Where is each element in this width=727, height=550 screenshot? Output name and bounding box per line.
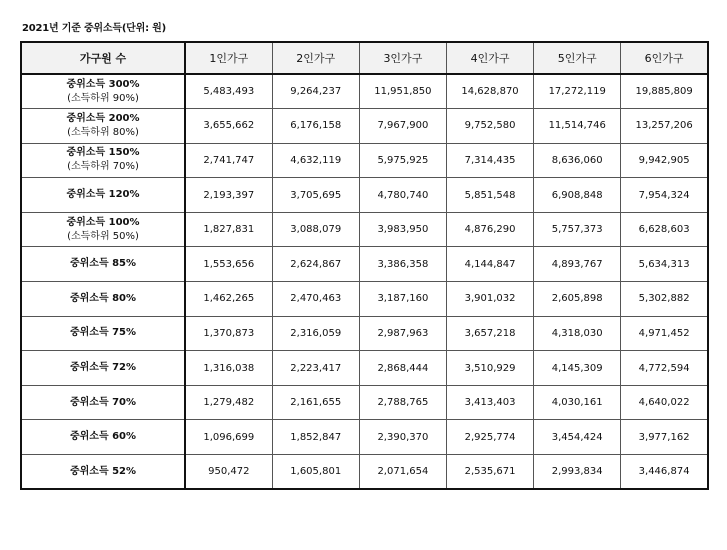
income-value-cell: 3,413,403 bbox=[446, 385, 533, 420]
income-value-cell: 4,772,594 bbox=[621, 351, 708, 386]
income-value-cell: 13,257,206 bbox=[621, 109, 708, 144]
table-row bbox=[21, 385, 708, 420]
income-value-cell: 4,145,309 bbox=[534, 351, 621, 386]
income-value-cell: 2,993,834 bbox=[534, 455, 621, 490]
table-body bbox=[21, 74, 708, 489]
table-row bbox=[21, 282, 708, 317]
income-value-cell: 1,462,265 bbox=[185, 282, 272, 317]
row-label bbox=[21, 385, 185, 420]
income-value-cell: 4,893,767 bbox=[534, 247, 621, 282]
row-label-sub: (소득하위 80%) bbox=[67, 126, 139, 138]
income-value-cell: 19,885,809 bbox=[621, 74, 708, 109]
income-value-cell: 7,954,324 bbox=[621, 178, 708, 213]
income-value-cell: 5,483,493 bbox=[185, 74, 272, 109]
corner-header: 가구원 수 bbox=[21, 42, 185, 74]
median-income-table bbox=[20, 41, 709, 490]
table-caption: 2021년 기준 중위소득(단위: 원) bbox=[22, 23, 167, 34]
income-value-cell: 3,983,950 bbox=[359, 212, 446, 247]
row-label-main: 중위소득 100% bbox=[66, 216, 140, 228]
income-value-cell: 2,390,370 bbox=[359, 420, 446, 455]
income-value-cell: 2,316,059 bbox=[272, 316, 359, 351]
income-value-cell: 3,088,079 bbox=[272, 212, 359, 247]
income-value-cell: 4,780,740 bbox=[359, 178, 446, 213]
income-value-cell: 2,788,765 bbox=[359, 385, 446, 420]
column-header: 4인가구 bbox=[446, 42, 533, 74]
income-value-cell: 3,446,874 bbox=[621, 455, 708, 490]
income-value-cell: 2,223,417 bbox=[272, 351, 359, 386]
column-header: 6인가구 bbox=[621, 42, 708, 74]
table-row bbox=[21, 351, 708, 386]
row-label-main: 중위소득 80% bbox=[69, 292, 137, 304]
income-value-cell: 2,161,655 bbox=[272, 385, 359, 420]
income-value-cell: 2,193,397 bbox=[185, 178, 272, 213]
income-value-cell: 4,876,290 bbox=[446, 212, 533, 247]
row-label bbox=[21, 178, 185, 213]
column-header: 2인가구 bbox=[272, 42, 359, 74]
row-label-main: 중위소득 52% bbox=[69, 465, 137, 477]
income-value-cell: 17,272,119 bbox=[534, 74, 621, 109]
table-row bbox=[21, 455, 708, 490]
income-value-cell: 5,975,925 bbox=[359, 143, 446, 178]
income-value-cell: 6,176,158 bbox=[272, 109, 359, 144]
row-label-main: 중위소득 120% bbox=[66, 189, 140, 201]
income-value-cell: 2,741,747 bbox=[185, 143, 272, 178]
income-value-cell: 3,187,160 bbox=[359, 282, 446, 317]
income-value-cell: 9,264,237 bbox=[272, 74, 359, 109]
table-row bbox=[21, 178, 708, 213]
table-row bbox=[21, 109, 708, 144]
income-value-cell: 7,967,900 bbox=[359, 109, 446, 144]
row-label bbox=[21, 143, 185, 178]
income-value-cell: 1,316,038 bbox=[185, 351, 272, 386]
table-row bbox=[21, 316, 708, 351]
row-label-main: 중위소득 85% bbox=[69, 258, 137, 270]
income-value-cell: 4,318,030 bbox=[534, 316, 621, 351]
row-label bbox=[21, 420, 185, 455]
row-label bbox=[21, 351, 185, 386]
income-value-cell: 6,908,848 bbox=[534, 178, 621, 213]
income-value-cell: 3,657,218 bbox=[446, 316, 533, 351]
row-label-sub: (소득하위 90%) bbox=[67, 92, 139, 104]
income-value-cell: 2,868,444 bbox=[359, 351, 446, 386]
row-label-sub: (소득하위 70%) bbox=[67, 161, 139, 173]
row-label-main: 중위소득 75% bbox=[69, 327, 137, 339]
income-value-cell: 4,640,022 bbox=[621, 385, 708, 420]
income-value-cell: 5,634,313 bbox=[621, 247, 708, 282]
income-value-cell: 2,470,463 bbox=[272, 282, 359, 317]
income-value-cell: 3,510,929 bbox=[446, 351, 533, 386]
income-value-cell: 2,987,963 bbox=[359, 316, 446, 351]
income-value-cell: 2,624,867 bbox=[272, 247, 359, 282]
income-value-cell: 1,370,873 bbox=[185, 316, 272, 351]
income-value-cell: 2,925,774 bbox=[446, 420, 533, 455]
column-header: 5인가구 bbox=[534, 42, 621, 74]
income-value-cell: 3,705,695 bbox=[272, 178, 359, 213]
income-value-cell: 2,071,654 bbox=[359, 455, 446, 490]
income-value-cell: 5,302,882 bbox=[621, 282, 708, 317]
table-row bbox=[21, 143, 708, 178]
row-label-main: 중위소득 300% bbox=[66, 78, 140, 90]
income-value-cell: 9,752,580 bbox=[446, 109, 533, 144]
income-value-cell: 11,951,850 bbox=[359, 74, 446, 109]
income-value-cell: 3,977,162 bbox=[621, 420, 708, 455]
row-label bbox=[21, 109, 185, 144]
income-value-cell: 5,851,548 bbox=[446, 178, 533, 213]
income-value-cell: 1,096,699 bbox=[185, 420, 272, 455]
income-value-cell: 1,605,801 bbox=[272, 455, 359, 490]
income-value-cell: 1,827,831 bbox=[185, 212, 272, 247]
income-value-cell: 4,144,847 bbox=[446, 247, 533, 282]
row-label-main: 중위소득 72% bbox=[69, 362, 137, 374]
row-label bbox=[21, 455, 185, 490]
header-row bbox=[21, 42, 708, 74]
income-value-cell: 3,386,358 bbox=[359, 247, 446, 282]
income-value-cell: 7,314,435 bbox=[446, 143, 533, 178]
income-value-cell: 6,628,603 bbox=[621, 212, 708, 247]
income-value-cell: 3,655,662 bbox=[185, 109, 272, 144]
income-value-cell: 4,030,161 bbox=[534, 385, 621, 420]
income-value-cell: 3,901,032 bbox=[446, 282, 533, 317]
income-value-cell: 11,514,746 bbox=[534, 109, 621, 144]
table-row bbox=[21, 247, 708, 282]
income-value-cell: 9,942,905 bbox=[621, 143, 708, 178]
income-value-cell: 1,279,482 bbox=[185, 385, 272, 420]
row-label bbox=[21, 212, 185, 247]
column-header: 1인가구 bbox=[185, 42, 272, 74]
income-value-cell: 2,535,671 bbox=[446, 455, 533, 490]
income-value-cell: 1,553,656 bbox=[185, 247, 272, 282]
income-value-cell: 3,454,424 bbox=[534, 420, 621, 455]
income-value-cell: 950,472 bbox=[185, 455, 272, 490]
table-row bbox=[21, 212, 708, 247]
table-row bbox=[21, 74, 708, 109]
income-value-cell: 4,632,119 bbox=[272, 143, 359, 178]
row-label bbox=[21, 316, 185, 351]
row-label-main: 중위소득 60% bbox=[69, 431, 137, 443]
table-row bbox=[21, 420, 708, 455]
income-value-cell: 4,971,452 bbox=[621, 316, 708, 351]
column-header: 3인가구 bbox=[359, 42, 446, 74]
row-label bbox=[21, 74, 185, 109]
row-label bbox=[21, 247, 185, 282]
income-value-cell: 2,605,898 bbox=[534, 282, 621, 317]
row-label-main: 중위소득 200% bbox=[66, 112, 140, 124]
income-value-cell: 14,628,870 bbox=[446, 74, 533, 109]
income-value-cell: 1,852,847 bbox=[272, 420, 359, 455]
row-label bbox=[21, 282, 185, 317]
income-value-cell: 8,636,060 bbox=[534, 143, 621, 178]
income-value-cell: 5,757,373 bbox=[534, 212, 621, 247]
row-label-main: 중위소득 150% bbox=[66, 147, 140, 159]
row-label-main: 중위소득 70% bbox=[69, 396, 137, 408]
row-label-sub: (소득하위 50%) bbox=[67, 230, 139, 242]
